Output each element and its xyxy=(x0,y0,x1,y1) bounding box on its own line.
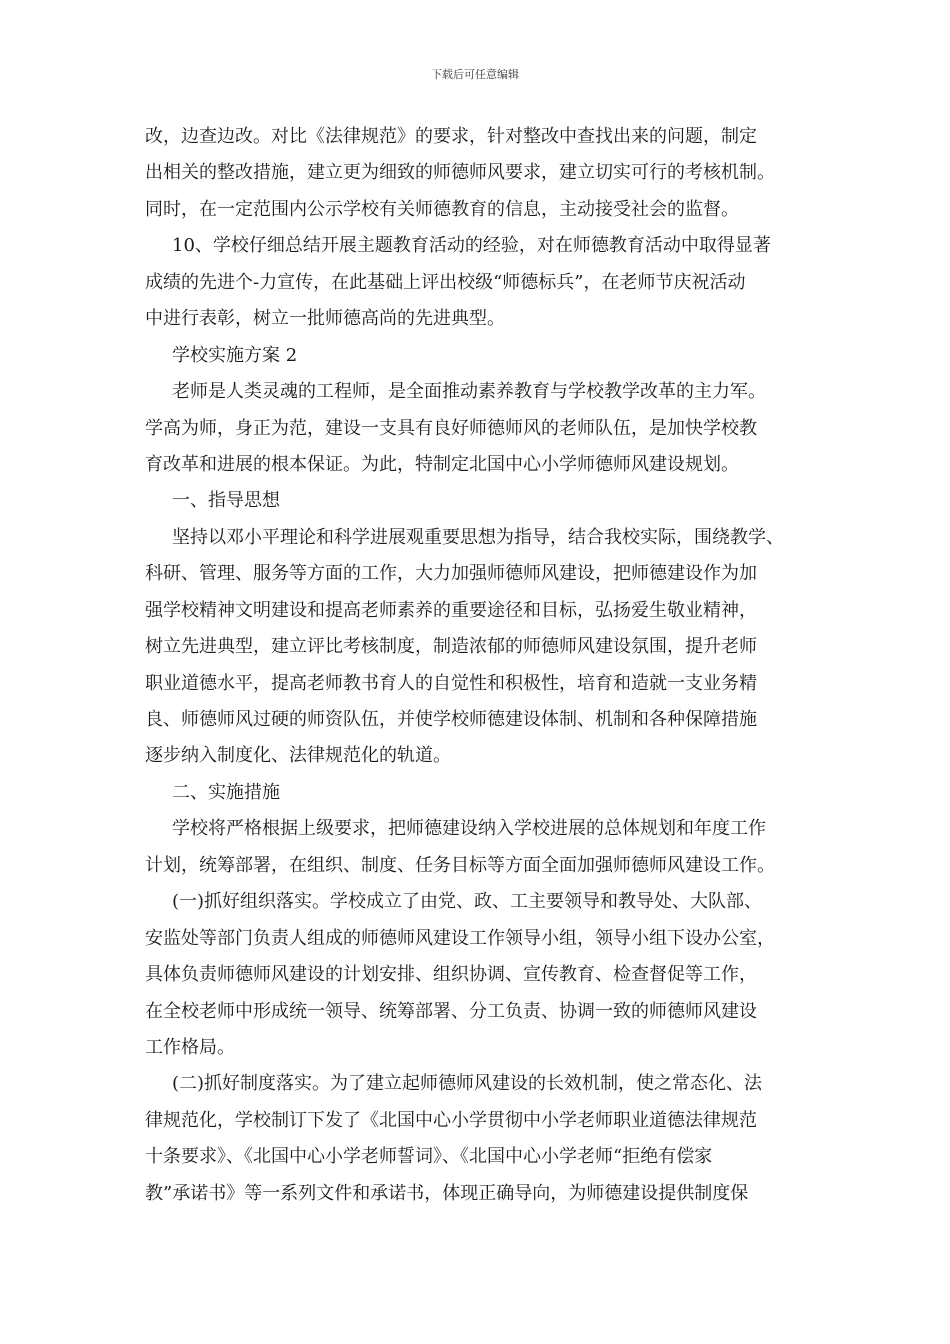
text-line: 强学校精神文明建设和提高老师素养的重要途径和目标，弘扬爱生敬业精神， xyxy=(145,599,757,621)
text-line: (一)抓好组织落实。学校成立了由党、政、工主要领导和教导处、大队部、 xyxy=(172,891,763,913)
text-line: 学高为师，身正为范，建设一支具有良好师德师风的老师队伍，是加快学校教 xyxy=(145,417,757,439)
text-line: 教”承诺书》等一系列文件和承诺书，体现正确导向，为师德建设提供制度保 xyxy=(145,1182,749,1204)
text-line: 出相关的整改措施，建立更为细致的师德师风要求，建立切实可行的考核机制。 xyxy=(145,162,775,184)
text-line: 计划，统筹部署，在组织、制度、任务目标等方面全面加强师德师风建设工作。 xyxy=(145,854,775,876)
text-line: 具体负责师德师风建设的计划安排、组织协调、宣传教育、检查督促等工作， xyxy=(145,964,757,986)
text-line: 坚持以邓小平理论和科学进展观重要思想为指导，结合我校实际，围绕教学、 xyxy=(172,526,784,548)
text-line: 10、学校仔细总结开展主题教育活动的经验，对在师德教育活动中取得显著 xyxy=(172,235,771,257)
text-line: 工作格局。 xyxy=(145,1036,235,1058)
text-line: 十条要求》、《北国中心小学老师誓词》、《北国中心小学老师“拒绝有偿家 xyxy=(145,1146,713,1168)
text-line: 安监处等部门负责人组成的师德师风建设工作领导小组，领导小组下设办公室， xyxy=(145,927,775,949)
text-line: 成绩的先进个-力宣传，在此基础上评出校级“师德标兵”，在老师节庆祝活动 xyxy=(145,271,746,293)
text-line: 老师是人类灵魂的工程师，是全面推动素养教育与学校教学改革的主力军。 xyxy=(172,381,766,403)
text-line: (二)抓好制度落实。为了建立起师德师风建设的长效机制，使之常态化、法 xyxy=(172,1073,763,1095)
text-line: 同时，在一定范围内公示学校有关师德教育的信息，主动接受社会的监督。 xyxy=(145,198,739,220)
text-line: 二、实施措施 xyxy=(172,781,280,803)
text-line: 逐步纳入制度化、法律规范化的轨道。 xyxy=(145,745,451,767)
text-line: 职业道德水平，提高老师教书育人的自觉性和积极性，培育和造就一支业务精 xyxy=(145,672,757,694)
text-line: 树立先进典型，建立评比考核制度，制造浓郁的师德师风建设氛围，提升老师 xyxy=(145,636,757,658)
page-header: 下载后可任意编辑 xyxy=(431,68,519,81)
text-line: 学校将严格根据上级要求，把师德建设纳入学校进展的总体规划和年度工作 xyxy=(172,818,766,840)
text-line: 改，边查边改。对比《法律规范》的要求，针对整改中查找出来的问题，制定 xyxy=(145,126,757,147)
document-body xyxy=(145,119,825,1212)
text-line: 一、指导思想 xyxy=(172,490,280,512)
text-line: 中进行表彰，树立一批师德高尚的先进典型。 xyxy=(145,308,505,330)
text-line: 良、师德师风过硬的师资队伍，并使学校师德建设体制、机制和各种保障措施 xyxy=(145,709,757,730)
text-line: 在全校老师中形成统一领导、统筹部署、分工负责、协调一致的师德师风建设 xyxy=(145,1000,757,1022)
text-line: 科研、管理、服务等方面的工作，大力加强师德师风建设，把师德建设作为加 xyxy=(145,563,757,585)
text-line: 学校实施方案 2 xyxy=(172,344,298,366)
text-line: 育改革和进展的根本保证。为此，特制定北国中心小学师德师风建设规划。 xyxy=(145,453,739,475)
text-line: 律规范化，学校制订下发了《北国中心小学贯彻中小学老师职业道德法律规范 xyxy=(145,1109,757,1131)
